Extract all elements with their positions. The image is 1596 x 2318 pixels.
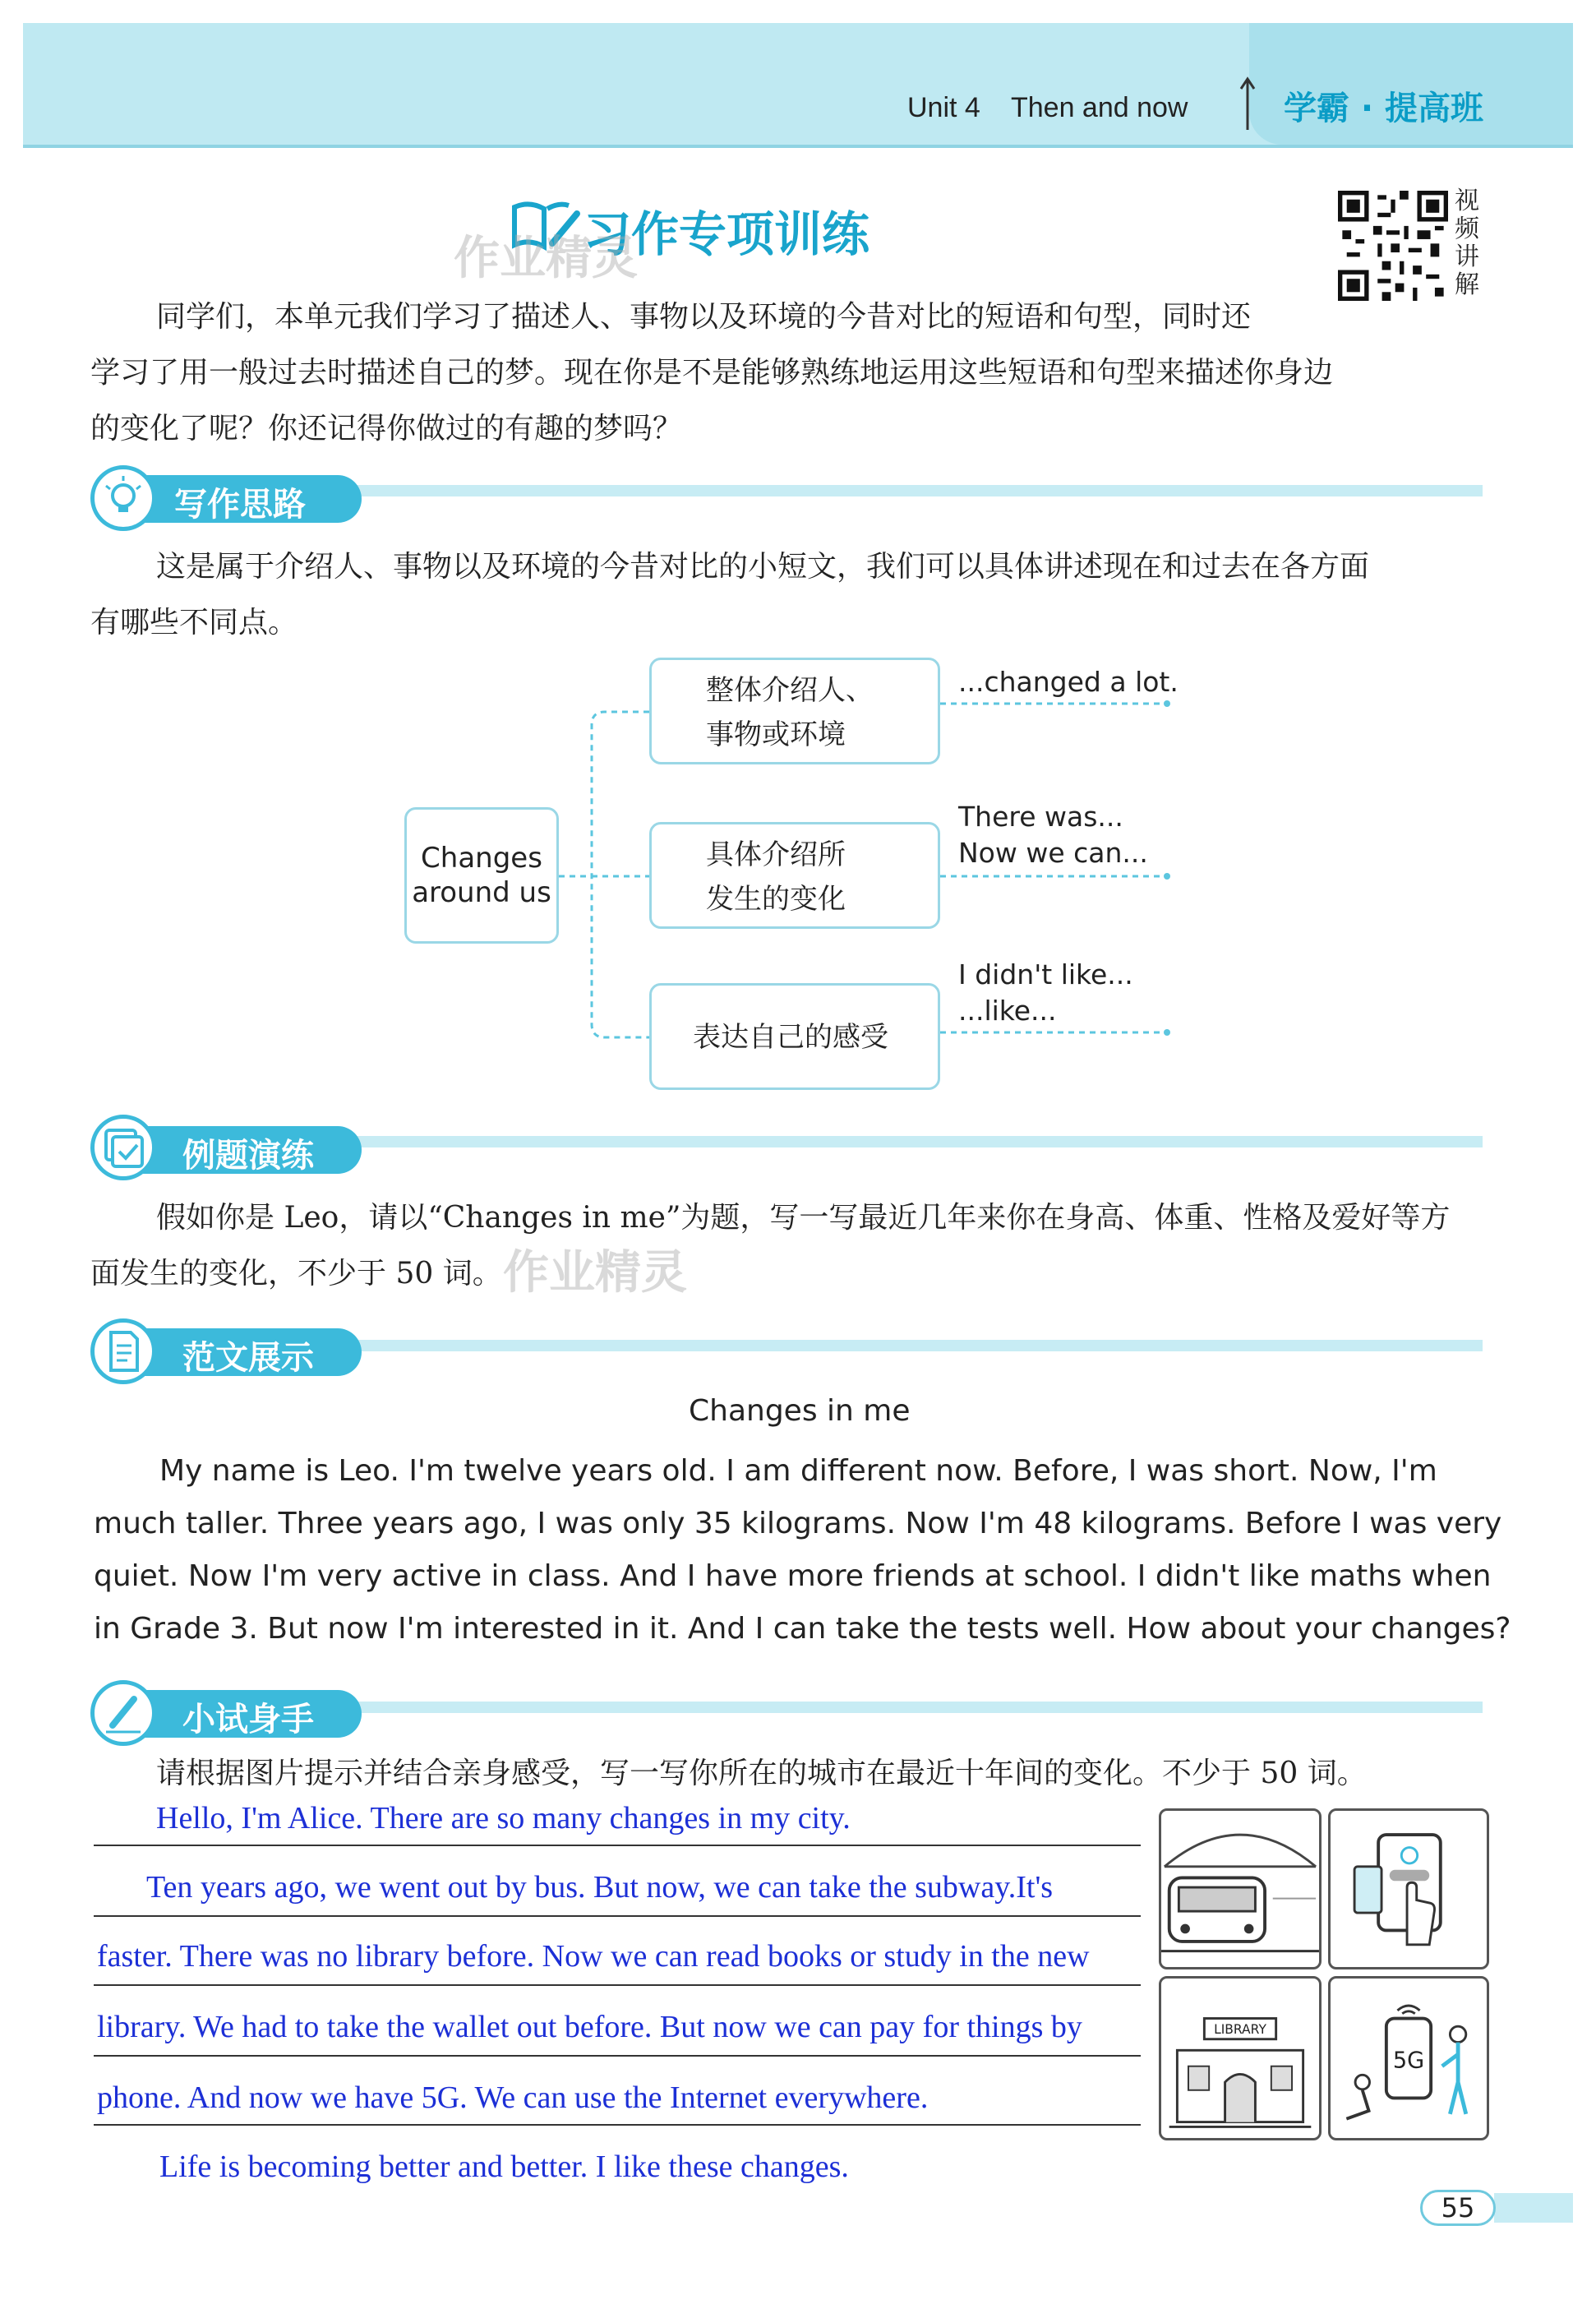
- qr-caption: 视频讲解: [1455, 187, 1479, 299]
- unit-label: Unit 4 Then and now: [907, 92, 1188, 123]
- section-title: 小试身手: [182, 1701, 314, 1738]
- mindmap-phrase: Now we can...: [958, 837, 1148, 869]
- example-line: 面发生的变化，不少于 50 词。: [90, 1257, 502, 1291]
- watermark: 作业精灵: [503, 1246, 687, 1300]
- library-picture: [1159, 1976, 1322, 2140]
- watermark: 作业精灵: [454, 232, 638, 285]
- writing-rule: [94, 2055, 1141, 2057]
- section-title: 例题演练: [182, 1137, 314, 1175]
- section-rule: [329, 1702, 1483, 1713]
- intro-line: 同学们，本单元我们学习了描述人、事物以及环境的今昔对比的短语和句型，同时还: [156, 300, 1252, 334]
- branch-label-line: 发生的变化: [706, 883, 846, 916]
- model-line: quiet. Now I'm very active in class. And I have more friends at school. I didn't like maths when: [94, 1559, 1492, 1593]
- pen-icon: [90, 1680, 156, 1746]
- branch-label-line: 表达自己的感受: [693, 1021, 888, 1054]
- thinking-line: 有哪些不同点。: [90, 606, 298, 640]
- mindmap-branch: [649, 822, 940, 929]
- answer-line: phone. And now we have 5G. We can use the Internet everywhere.: [97, 2080, 929, 2115]
- page-title: 习作专项训练: [584, 206, 870, 262]
- branch-label-line: 事物或环境: [706, 718, 846, 751]
- branch-label-line: 具体介绍所: [706, 838, 846, 871]
- mindmap-root-line: Changes: [421, 842, 542, 875]
- page-number: 55: [1420, 2190, 1496, 2226]
- mobile-payment-picture: [1328, 1808, 1489, 1969]
- mindmap-phrase: ...like...: [958, 995, 1057, 1027]
- network-label: 5G: [1392, 2048, 1425, 2074]
- example-line: 假如你是 Leo，请以“Changes in me”为题，写一写最近几年来你在身高、体重、性格及爱好等方: [156, 1201, 1451, 1235]
- writing-rule: [94, 1984, 1141, 1986]
- intro-line: 的变化了呢？你还记得你做过的有趣的梦吗？: [90, 412, 683, 446]
- model-line: My name is Leo. I'm twelve years old. I am different now. Before, I was short. Now, I'm: [159, 1454, 1437, 1488]
- brand-label: 学霸 · 提高班: [1284, 90, 1484, 127]
- mindmap-root: [404, 807, 559, 944]
- model-line: much taller. Three years ago, I was only 35 kilograms. Now I'm 48 kilograms. Before I was very: [94, 1507, 1502, 1540]
- page-number-bar: [1494, 2193, 1573, 2223]
- answer-line: Life is becoming better and better. I like these changes.: [159, 2149, 849, 2184]
- mindmap-phrase: I didn't like...: [958, 958, 1133, 990]
- writing-rule: [94, 1845, 1141, 1846]
- section-rule: [329, 1136, 1483, 1147]
- checklist-icon: [90, 1115, 156, 1180]
- mindmap-phrase: There was...: [958, 801, 1123, 833]
- branch-label-line: 整体介绍人、: [706, 674, 874, 707]
- writing-rule: [94, 1915, 1141, 1917]
- section-title: 写作思路: [174, 486, 306, 524]
- document-icon: [90, 1318, 156, 1384]
- answer-line: Ten years ago, we went out by bus. But now, we can take the subway.It's: [146, 1870, 1054, 1905]
- subway-picture: [1159, 1808, 1322, 1969]
- library-sign-text: LIBRARY: [1214, 2021, 1266, 2037]
- mindmap-root-line: around us: [412, 876, 551, 909]
- mindmap-branch: [649, 983, 940, 1090]
- answer-line: Hello, I'm Alice. There are so many changes in my city.: [156, 1801, 851, 1835]
- writing-rule: [94, 2124, 1141, 2126]
- answer-line: faster. There was no library before. Now we can read books or study in the new: [97, 1939, 1090, 1974]
- thinking-line: 这是属于介绍人、事物以及环境的今昔对比的小短文，我们可以具体讲述现在和过去在各方面: [156, 550, 1370, 584]
- intro-line: 学习了用一般过去时描述自己的梦。现在你是不是能够熟练地运用这些短语和句型来描述你身边: [90, 356, 1334, 390]
- 5g-network-picture: [1328, 1976, 1489, 2140]
- answer-line: library. We had to take the wallet out before. But now we can pay for things by: [97, 2010, 1082, 2044]
- practice-prompt: 请根据图片提示并结合亲身感受，写一写你所在的城市在最近十年间的变化。不少于 50 词。: [156, 1757, 1367, 1790]
- mindmap-branch: [649, 658, 940, 764]
- model-title: Changes in me: [689, 1394, 911, 1428]
- section-title: 范文展示: [182, 1339, 314, 1377]
- section-rule: [329, 1340, 1483, 1351]
- model-line: in Grade 3. But now I'm interested in it. And I can take the tests well. How about your changes?: [94, 1612, 1511, 1646]
- mindmap-phrase: ...changed a lot.: [958, 666, 1179, 698]
